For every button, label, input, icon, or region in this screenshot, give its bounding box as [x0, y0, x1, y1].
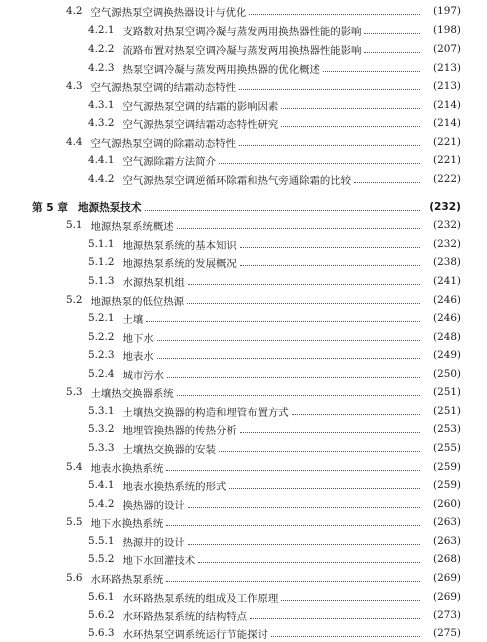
- toc-number: 5.6.3: [88, 627, 115, 639]
- dot-leader: [145, 210, 421, 211]
- dot-leader: [229, 488, 420, 489]
- dot-leader: [188, 507, 420, 508]
- toc-title: 地源热泵系统概述: [90, 220, 174, 233]
- toc-number: 5.1.2: [88, 256, 115, 268]
- toc-number: 4.3: [66, 80, 83, 92]
- dot-leader: [219, 163, 420, 164]
- toc-title: 地埋管换热器的传热分析: [122, 424, 237, 437]
- toc-subsection[interactable]: [0, 272, 487, 290]
- toc-number: 5.5.2: [88, 553, 115, 565]
- toc-subsection[interactable]: [0, 495, 487, 513]
- toc-title: 热泵空调冷凝与蒸发两用换热器的优化概述: [122, 63, 320, 76]
- dot-leader: [354, 182, 420, 183]
- dot-leader: [281, 126, 420, 127]
- toc-page-number: (260): [433, 498, 461, 510]
- toc-subsection[interactable]: [0, 550, 487, 568]
- toc-title: 水环热泵空调系统运行节能探讨: [122, 628, 268, 641]
- toc-number: 4.2: [66, 5, 83, 17]
- dot-leader: [364, 52, 420, 53]
- toc-subsection[interactable]: [0, 40, 487, 58]
- toc-page-number: (232): [433, 219, 461, 231]
- toc-page-number: (222): [433, 173, 461, 185]
- toc-title: 地下水换热系统: [90, 517, 164, 530]
- toc-number: 5.2.2: [88, 331, 115, 343]
- toc-subsection[interactable]: [0, 328, 487, 346]
- toc-title: 土壤热交换器系统: [90, 387, 174, 400]
- toc-title: 土壤热交换器的构造和埋管布置方式: [122, 406, 289, 419]
- toc-subsection[interactable]: [0, 588, 487, 606]
- toc-page-number: (214): [433, 117, 461, 129]
- toc-number: 4.3.1: [88, 99, 115, 111]
- dot-leader: [166, 470, 420, 471]
- toc-number: 5.3.1: [88, 405, 115, 417]
- toc-subsection[interactable]: [0, 420, 487, 438]
- toc-title: 空气源热泵空调换热器设计与优化: [90, 6, 247, 19]
- dot-leader: [166, 581, 420, 582]
- toc-page-number: (213): [433, 80, 461, 92]
- toc-number: 5.1: [66, 219, 83, 231]
- toc-page-number: (250): [433, 368, 461, 380]
- dot-leader: [323, 71, 420, 72]
- dot-leader: [188, 544, 420, 545]
- toc-title: 土壤热交换器的安装: [122, 443, 216, 456]
- toc-page-number: (259): [433, 479, 461, 491]
- toc-subsection[interactable]: [0, 439, 487, 457]
- toc-number: 5.5: [66, 516, 83, 528]
- toc-page-number: (268): [433, 553, 461, 565]
- toc-title: 热源井的设计: [122, 536, 185, 549]
- toc-number: 5.6.2: [88, 609, 115, 621]
- toc-number: 4.4.2: [88, 173, 115, 185]
- toc-number: 4.4.1: [88, 154, 115, 166]
- toc-section[interactable]: [0, 2, 487, 20]
- toc-title: 空气源热泵空调的除霜动态特性: [90, 137, 236, 150]
- toc-section[interactable]: [0, 133, 487, 151]
- toc-subsection[interactable]: [0, 253, 487, 271]
- toc-number: 5.2.3: [88, 349, 115, 361]
- toc-page-number: (232): [429, 201, 461, 213]
- toc-page-number: (269): [433, 572, 461, 584]
- dot-leader: [240, 265, 420, 266]
- dot-leader: [281, 600, 420, 601]
- toc-number: 5.2.4: [88, 368, 115, 380]
- toc-subsection[interactable]: [0, 114, 487, 132]
- toc-title: 空气源热泵空调逆循环除霜和热气旁通除霜的比较: [122, 174, 352, 187]
- dot-leader: [240, 247, 420, 248]
- toc-page-number: (259): [433, 461, 461, 473]
- toc-title: 城市污水: [122, 369, 165, 382]
- toc-page-number: (198): [433, 24, 461, 36]
- toc-page-number: (275): [433, 627, 461, 639]
- toc-number: 4.4: [66, 136, 83, 148]
- toc-title: 水环路热泵系统: [90, 573, 164, 586]
- toc-number: 5.3.2: [88, 423, 115, 435]
- toc-page-number: (249): [433, 349, 461, 361]
- toc-title: 地源热泵的低位热源: [90, 295, 185, 308]
- toc-title: 地表水换热系统的形式: [122, 480, 227, 493]
- toc-subsection[interactable]: [0, 170, 487, 188]
- toc-section[interactable]: [0, 383, 487, 401]
- toc-page-number: (253): [433, 423, 461, 435]
- dot-leader: [292, 414, 420, 415]
- dot-leader: [167, 377, 420, 378]
- toc-subsection[interactable]: [0, 402, 487, 420]
- toc-number: 4.2.1: [88, 24, 115, 36]
- toc-section[interactable]: [0, 569, 487, 587]
- toc-number: 5.5.1: [88, 535, 115, 547]
- dot-leader: [364, 33, 420, 34]
- toc-subsection[interactable]: [0, 235, 487, 253]
- toc-title: 地源热泵系统的发展概况: [122, 257, 237, 270]
- dot-leader: [177, 395, 420, 396]
- toc-subsection[interactable]: [0, 59, 487, 77]
- toc-title: 支路数对热泵空调冷凝与蒸发两用换热器性能的影响: [122, 25, 362, 38]
- toc-title: 地源热泵系统的基本知识: [122, 239, 237, 252]
- toc-page-number: (238): [433, 256, 461, 268]
- toc-title: 换热器的设计: [122, 499, 185, 512]
- toc-number: 第 5 章: [32, 201, 68, 214]
- toc-page-number: (213): [433, 62, 461, 74]
- dot-leader: [166, 525, 420, 526]
- dot-leader: [219, 451, 420, 452]
- dot-leader: [240, 432, 420, 433]
- dot-leader: [157, 340, 420, 341]
- toc-page-number: (255): [433, 442, 461, 454]
- toc-page-number: (241): [433, 275, 461, 287]
- toc-title: 空气源热泵空调的结霜的影响因素: [122, 100, 279, 113]
- toc-title: 地表水换热系统: [90, 462, 164, 475]
- dot-leader: [187, 303, 420, 304]
- toc-page-number: (273): [433, 609, 461, 621]
- toc-number: 5.1.3: [88, 275, 115, 287]
- toc-title: 地下水: [122, 332, 154, 345]
- dot-leader: [177, 228, 420, 229]
- toc-number: 5.4.1: [88, 479, 115, 491]
- toc-page-number: (263): [433, 516, 461, 528]
- dot-leader: [146, 321, 420, 322]
- toc-section[interactable]: [0, 458, 487, 476]
- toc-section[interactable]: [0, 216, 487, 234]
- dot-leader: [281, 108, 420, 109]
- toc-number: 4.3.2: [88, 117, 115, 129]
- toc-subsection[interactable]: [0, 21, 487, 39]
- toc-subsection[interactable]: [0, 151, 487, 169]
- toc-page-number: (251): [433, 386, 461, 398]
- toc-subsection[interactable]: [0, 476, 487, 494]
- toc-number: 5.1.1: [88, 238, 115, 250]
- toc-number: 5.6: [66, 572, 83, 584]
- toc-number: 5.4: [66, 461, 83, 473]
- toc-page-number: (246): [433, 294, 461, 306]
- toc-number: 4.2.2: [88, 43, 115, 55]
- dot-leader: [239, 89, 420, 90]
- toc-section[interactable]: [0, 513, 487, 531]
- toc-title: 流路布置对热泵空调冷凝与蒸发两用换热器性能影响: [122, 44, 362, 57]
- toc-page-number: (197): [433, 5, 461, 17]
- dot-leader: [271, 636, 420, 637]
- toc-page-number: (221): [433, 154, 461, 166]
- toc-page-number: (248): [433, 331, 461, 343]
- toc-subsection[interactable]: [0, 346, 487, 364]
- dot-leader: [188, 284, 420, 285]
- toc-subsection[interactable]: [0, 624, 487, 642]
- toc-page-number: (269): [433, 591, 461, 603]
- toc-chapter[interactable]: [0, 198, 487, 216]
- toc-number: 5.2.1: [88, 312, 115, 324]
- dot-leader: [157, 358, 420, 359]
- toc-number: 5.4.2: [88, 498, 115, 510]
- dot-leader: [239, 145, 420, 146]
- toc-title: 空气源热泵空调结霜动态特性研究: [122, 118, 279, 131]
- dot-leader: [250, 618, 420, 619]
- toc-number: 5.2: [66, 294, 83, 306]
- toc-section[interactable]: [0, 291, 487, 309]
- toc-title: 地表水: [122, 350, 154, 363]
- toc-title: 地源热泵技术: [77, 201, 142, 214]
- toc-number: 4.2.3: [88, 62, 115, 74]
- toc-title: 空气源热泵空调的结霜动态特性: [90, 81, 236, 94]
- toc-number: 5.3: [66, 386, 83, 398]
- toc-title: 水环路热泵系统的组成及工作原理: [122, 592, 279, 605]
- toc-subsection[interactable]: [0, 309, 487, 327]
- toc-subsection[interactable]: [0, 606, 487, 624]
- toc-page-number: (207): [433, 43, 461, 55]
- toc-page-number: (232): [433, 238, 461, 250]
- toc-title: 地下水回灌技术: [122, 554, 196, 567]
- toc-page-number: (251): [433, 405, 461, 417]
- toc-page-number: (263): [433, 535, 461, 547]
- toc-page-number: (246): [433, 312, 461, 324]
- toc-page-number: (214): [433, 99, 461, 111]
- toc-number: 5.3.3: [88, 442, 115, 454]
- toc-title: 空气源除霜方法简介: [122, 155, 216, 168]
- toc-subsection[interactable]: [0, 365, 487, 383]
- dot-leader: [249, 14, 420, 15]
- toc-subsection[interactable]: [0, 532, 487, 550]
- toc-number: 5.6.1: [88, 591, 115, 603]
- toc-title: 水源热泵机组: [122, 276, 185, 289]
- toc-page-number: (221): [433, 136, 461, 148]
- toc-section[interactable]: [0, 77, 487, 95]
- toc-title: 水环路热泵系统的结构特点: [122, 610, 248, 623]
- toc-subsection[interactable]: [0, 96, 487, 114]
- dot-leader: [198, 562, 420, 563]
- toc-title: 土壤: [122, 313, 144, 326]
